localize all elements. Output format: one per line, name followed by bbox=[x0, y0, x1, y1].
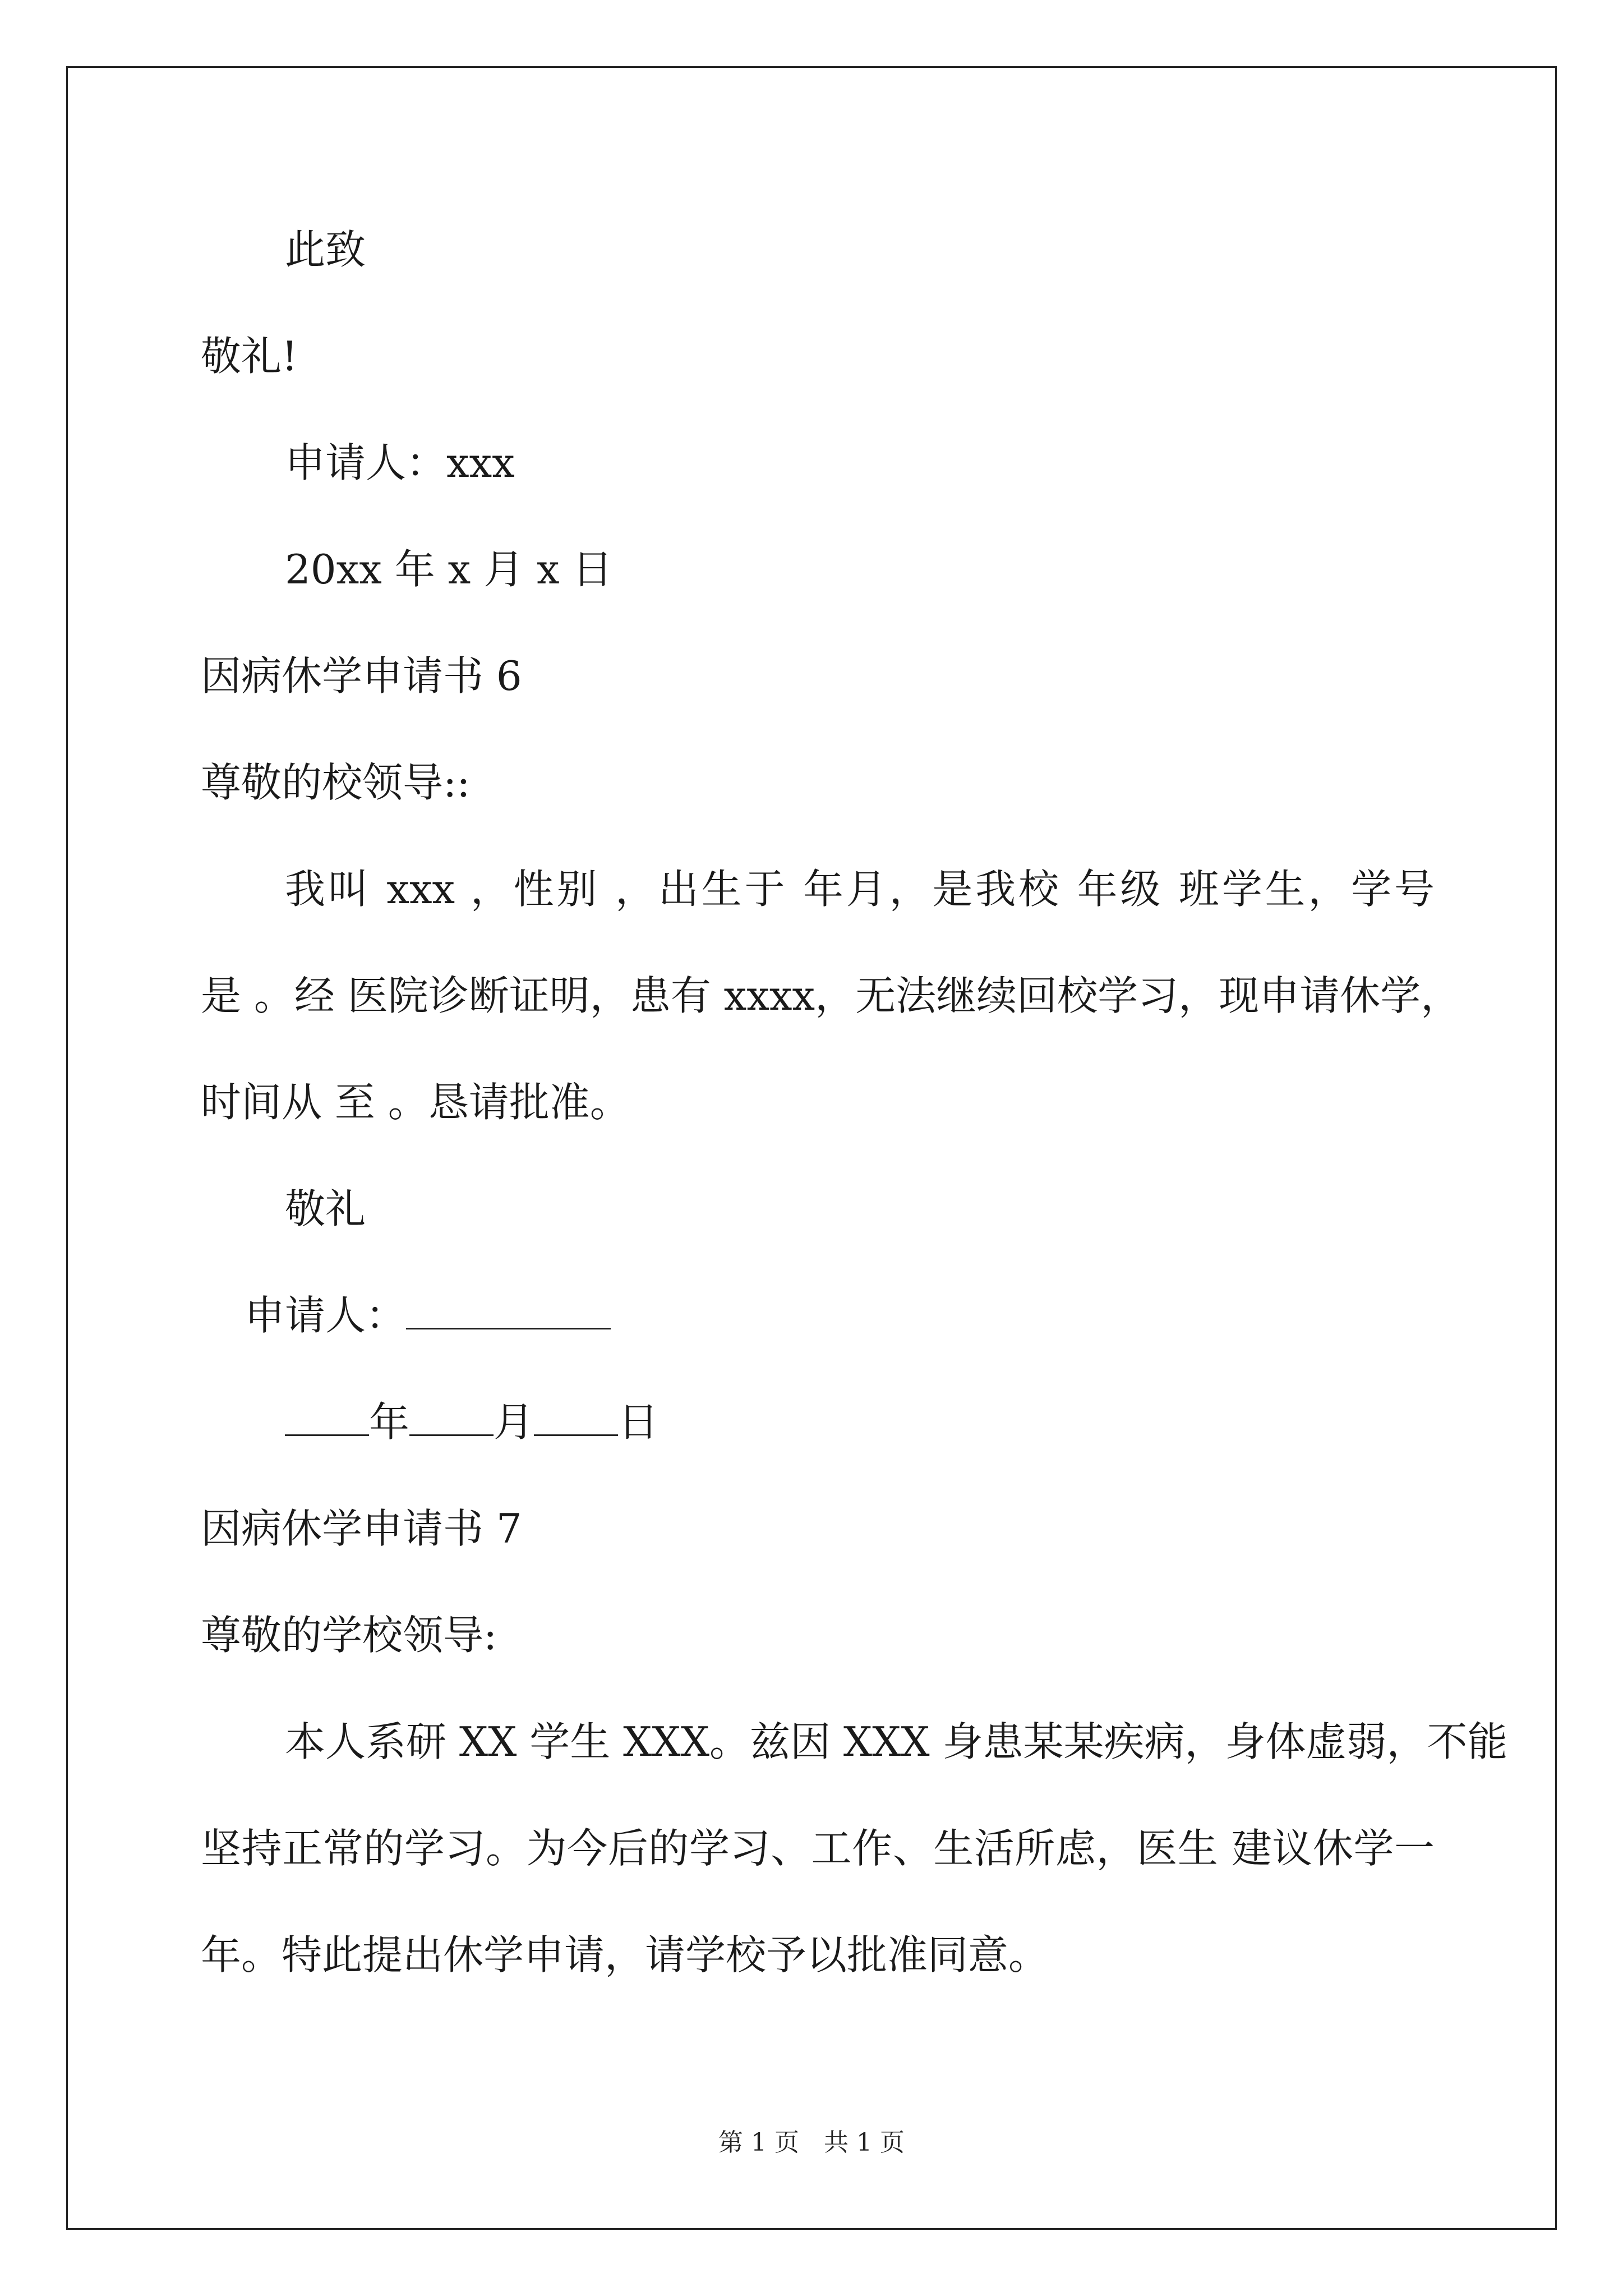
body-paragraph-line: 坚持正常的学习。为今后的学习、工作、生活所虑，医生 建议休学一 bbox=[201, 1825, 1435, 1872]
closing-line: 敬礼 bbox=[285, 1185, 366, 1232]
year-label: 年 bbox=[369, 1398, 410, 1446]
applicant-label: 申请人： bbox=[245, 1292, 407, 1339]
applicant-signature-line bbox=[245, 1290, 611, 1341]
section-title-6: 因病休学申请书 6 bbox=[201, 652, 522, 700]
body-paragraph-line: 年。特此提出休学申请，请学校予以批准同意。 bbox=[201, 1931, 1049, 1978]
body-paragraph-line: 本人系研 XX 学生 XXX。兹因 XXX 身患某某疾病，身体虚弱，不能 bbox=[285, 1718, 1508, 1765]
page-footer: 第 1 页 共 1 页 bbox=[718, 2128, 905, 2157]
applicant-line: 申请人：xxx bbox=[285, 439, 515, 486]
body-paragraph-line: 时间从 至 。恳请批准。 bbox=[201, 1079, 630, 1126]
addressee-line: 尊敬的学校领导: bbox=[201, 1612, 497, 1659]
month-label: 月 bbox=[494, 1398, 534, 1446]
signature-blank bbox=[406, 1292, 611, 1329]
salutation-line: 敬礼! bbox=[201, 333, 298, 380]
closing-line: 此致 bbox=[285, 226, 366, 273]
body-paragraph-line: 我叫 xxx ，性别 ，出生于 年月，是我校 年级 班学生，学号 bbox=[285, 866, 1435, 913]
day-blank bbox=[534, 1398, 618, 1436]
page-border bbox=[66, 66, 1557, 2230]
section-title-7: 因病休学申请书 7 bbox=[201, 1505, 522, 1552]
date-blank-line bbox=[285, 1397, 658, 1447]
year-blank bbox=[285, 1398, 369, 1436]
date-line: 20xx 年 x 月 x 日 bbox=[285, 546, 613, 593]
day-label: 日 bbox=[618, 1398, 659, 1446]
addressee-line: 尊敬的校领导:: bbox=[201, 759, 471, 806]
body-paragraph-line: 是 。经 医院诊断证明，患有 xxxx，无法继续回校学习，现申请休学， bbox=[201, 972, 1461, 1019]
month-blank bbox=[409, 1398, 494, 1436]
